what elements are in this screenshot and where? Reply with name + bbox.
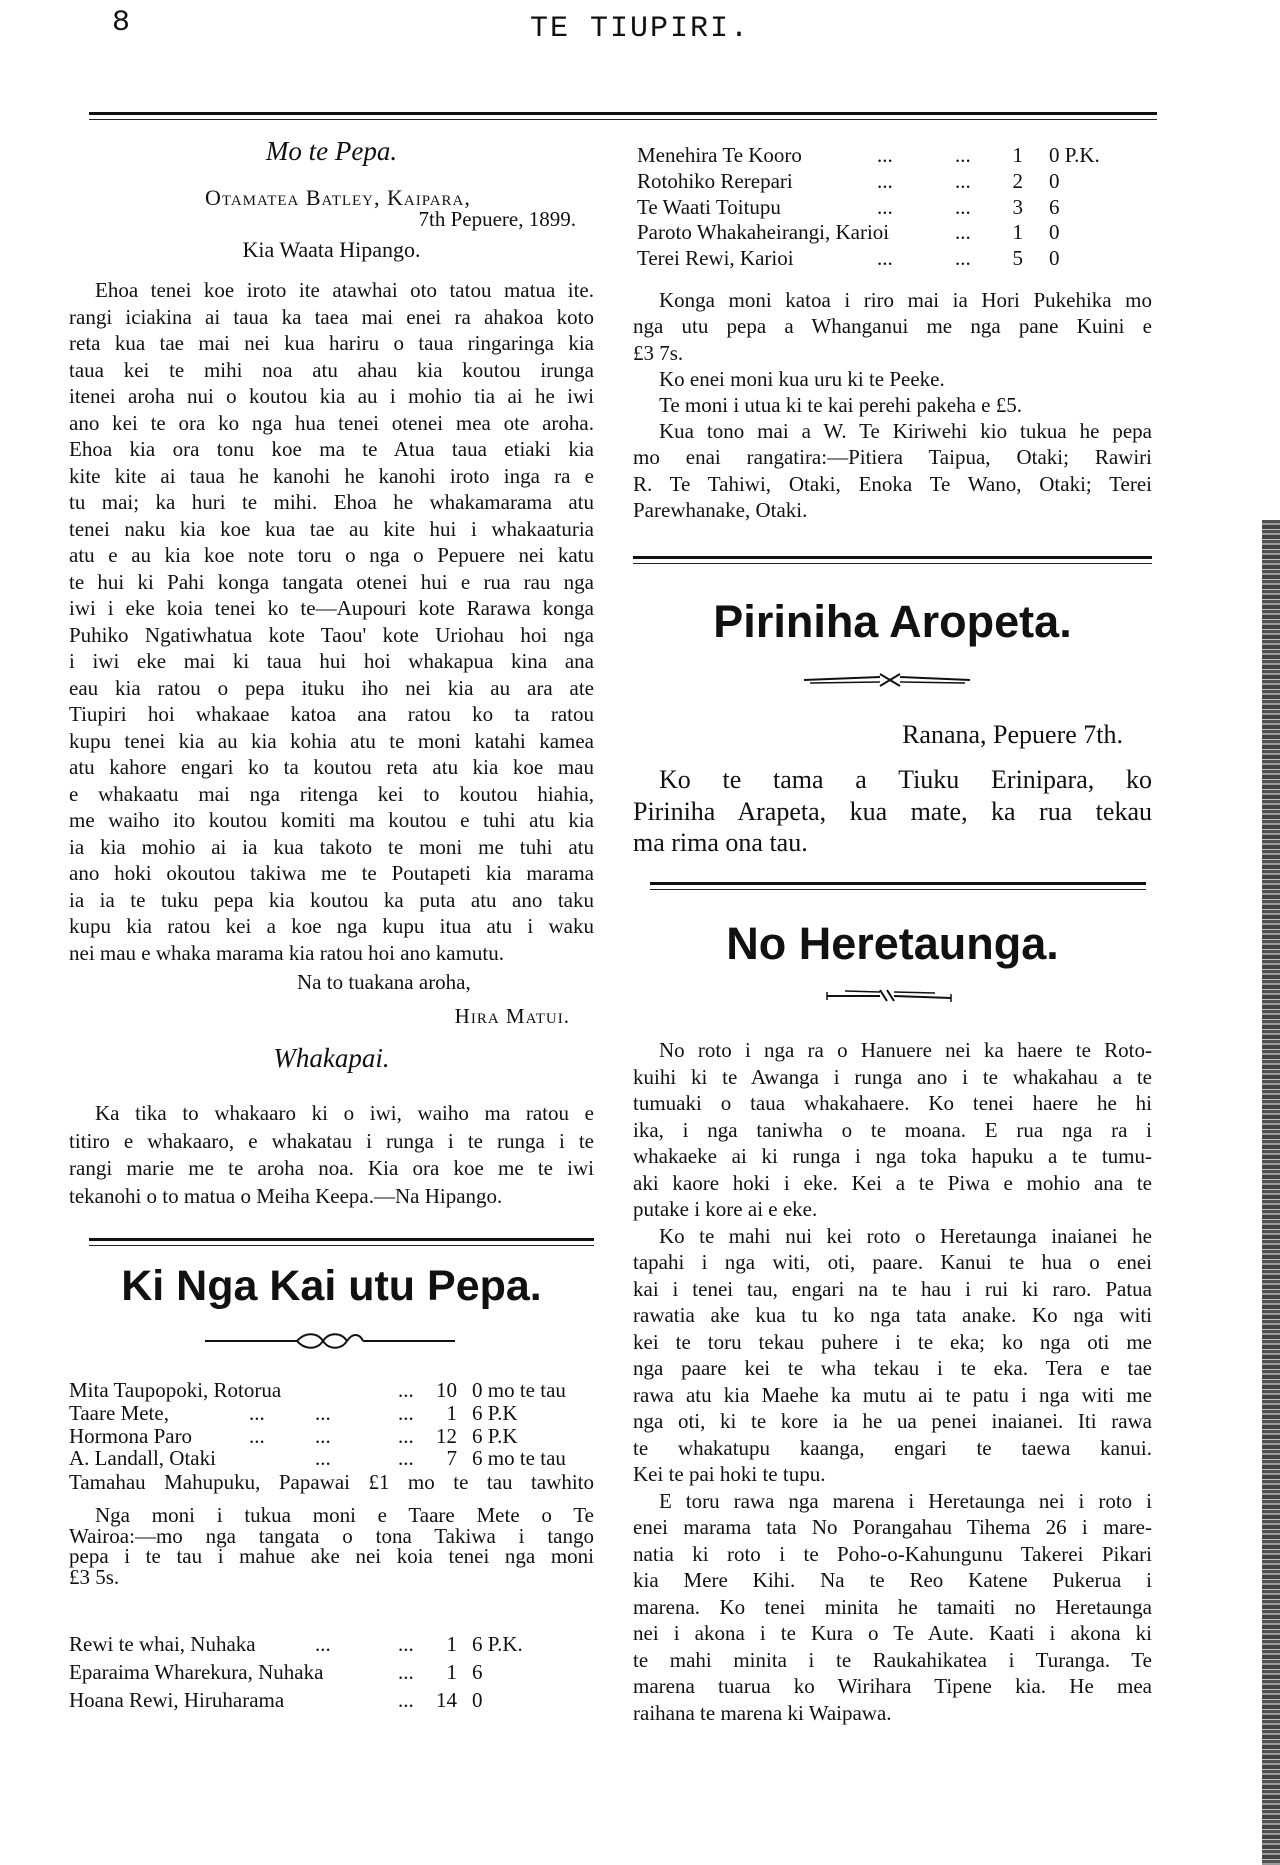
text-line: tekanohi o to matua o Meiha Keepa.—Na Hipango. [69, 1183, 503, 1208]
letter-heading: Mo te Pepa. [265, 136, 398, 166]
leader-dots: ... [398, 1378, 414, 1402]
text-line: ano kei te ora ko nga hua tenei otenei mea ote aroha. [69, 410, 594, 435]
leader-dots: ... [877, 194, 893, 219]
subscriber-row [69, 1632, 594, 1656]
text-line: putake i kore ai e eke. [633, 1197, 818, 1221]
leader-dots: ... [955, 246, 971, 271]
subscriber-row [69, 1401, 594, 1425]
text-line: nei i akona i te Kura o Te Aute. Kaati i akona ki [633, 1621, 1152, 1645]
letter-place: Otamatea Batley, Kaipara, [205, 185, 471, 210]
ornament-divider-icon [205, 1330, 455, 1352]
subscriber-row-full [69, 1470, 594, 1494]
amount-rest: 6 [472, 1659, 483, 1684]
text-line: pepa i te tau i mahue ake nei koia tenei nga moni [69, 1544, 594, 1569]
amount-pounds: 10 [436, 1378, 457, 1402]
row-text: Tamahau Mahupuku, Papawai £1 mo te tau tawhito [69, 1470, 594, 1494]
amount-pounds: 1 [446, 1659, 457, 1684]
text-line: natia ki roto i te Poho-o-Kahungunu Takerei Pikari [633, 1541, 1152, 1566]
leader-dots: ... [877, 246, 893, 271]
subscriber-row [637, 195, 1152, 219]
subscriber-para-3 [633, 392, 1152, 418]
subscriber-name: Mita Taupopoki, Rotorua [69, 1378, 282, 1402]
text-line: Kei te pai hoki te tupu. [633, 1462, 826, 1486]
text-line: Te moni i utua ki te kai perehi pakeha e £5. [659, 393, 1022, 417]
whakapai-body [69, 1100, 594, 1210]
subscriber-row [69, 1378, 594, 1402]
text-line: tu mai; ka huri te mihi. Ehoa he whakamarama atu [69, 490, 594, 514]
text-line: ano hoki okoutou takiwa me te Poutapeti kia marama [69, 861, 594, 885]
letter-closing: Na to tuakana aroha, [297, 970, 471, 994]
heretaunga-heading: No Heretaunga. [726, 918, 1059, 969]
text-line: te hui ki Pahi konga tangata otenei hui e rua rau nga [69, 569, 594, 594]
subscriber-name: Paroto Whakaheirangi, Karioi [637, 220, 890, 245]
text-line: Ko te tama a Tiuku Erinipara, ko [659, 765, 1152, 794]
leader-dots: ... [877, 168, 893, 193]
text-line: No roto i nga ra o Hanuere nei ka haere te Roto- [659, 1038, 1152, 1062]
subscriber-name: Te Waati Toitupu [637, 194, 781, 219]
subscriber-name: Rotohiko Rerepari [637, 168, 793, 193]
amount-pounds: 12 [436, 1423, 457, 1448]
leader-dots: ... [877, 143, 893, 167]
amount-rest: 0 [1049, 220, 1060, 245]
text-line: ika, i nga taniwha o te moana. E rua nga ra i [633, 1117, 1152, 1142]
text-line: me waiho ito koutou komiti ma koutou e tuhi atu kia [69, 808, 594, 832]
leader-dots: ... [315, 1632, 331, 1656]
text-line: enei marama tata No Porangahau Tihema 26 i mare- [633, 1515, 1152, 1539]
leader-dots: ... [398, 1659, 414, 1684]
text-line: tapahi i nga witi, oti, paare. Kanui te hua o enei [633, 1250, 1152, 1274]
subscriber-row [637, 246, 1152, 270]
subscriber-para-4 [633, 418, 1152, 523]
text-line: E toru rawa nga marena i Heretaunga nei i roto i [659, 1488, 1152, 1513]
text-line: kite kite ai taua he kanohi he kanohi iroto inga ra e [69, 463, 594, 488]
leader-dots: ... [315, 1423, 331, 1448]
text-line: mo enai rangatira:—Pitiera Taipua, Otaki; Rawiri [633, 445, 1152, 470]
text-line: rangi marie me te aroha noa. Kia ora koe me te iwi [69, 1156, 594, 1180]
text-line: kei te toru tekau puhere i te eka; ko nga oti me [633, 1329, 1152, 1354]
leader-dots: ... [398, 1687, 414, 1712]
text-line: whakaeke ai ki runga i nga toka hapuku a te tumu- [633, 1144, 1152, 1168]
text-line: Ko enei moni kua uru ki te Peeke. [659, 367, 945, 391]
amount-pounds: 5 [1012, 246, 1023, 271]
text-line: taua kei te mihi noa atu ahau kia koutou irunga [69, 357, 594, 382]
scan-border [1262, 520, 1280, 1865]
section-rule [633, 556, 1152, 559]
text-line: nga oti, ki te kore ia he ua penei inaianei. Iti rawa [633, 1409, 1152, 1433]
amount-pounds: 3 [1012, 194, 1023, 219]
subscriber-name: Hoana Rewi, Hiruharama [69, 1687, 285, 1712]
amount-pounds: 1 [1012, 220, 1023, 245]
amount-rest: 0 [1049, 246, 1060, 271]
text-line: raihana te marena ki Waipawa. [633, 1700, 892, 1725]
text-line: Piriniha Arapeta, kua mate, ka rua tekau [633, 796, 1152, 826]
subscribers-heading: Ki Nga Kai utu Pepa. [121, 1262, 542, 1310]
amount-pounds: 1 [1012, 143, 1023, 167]
text-line: kupu tenei kia au kia kohia atu te moni katahi kamea [69, 728, 594, 753]
leader-dots: ... [955, 168, 971, 193]
heretaunga-para-1 [633, 1037, 1152, 1223]
letter-date: 7th Pepuere, 1899. [418, 207, 576, 231]
obituary-body [633, 764, 1152, 859]
text-line: nga paare kei te wha tekau i te eka. Tera e tae [633, 1356, 1152, 1380]
masthead-rule [89, 112, 1157, 115]
subscriber-row [637, 220, 1152, 244]
leader-dots: ... [398, 1632, 414, 1656]
text-line: reta kua tae mai nei kua hariru o taua ringaringa kia [69, 331, 594, 355]
text-line: titiro e whakaaro, e whakatau i runga i te runga i te [69, 1128, 594, 1153]
amount-rest: 6 mo te tau [472, 1446, 566, 1471]
amount-rest: 0 [1049, 168, 1060, 193]
text-line: Ko te mahi nui kei roto o Heretaunga inaianei he [659, 1223, 1152, 1248]
obituary-dateline: Ranana, Pepuere 7th. [902, 720, 1123, 749]
amount-rest: 6 [1049, 194, 1060, 219]
section-rule [650, 882, 1146, 885]
amount-pounds: 14 [436, 1687, 457, 1712]
letter-salutation: Kia Waata Hipango. [242, 237, 421, 262]
amount-pounds: 2 [1012, 168, 1023, 193]
text-line: Kua tono mai a W. Te Kiriwehi kio tukua he pepa [659, 419, 1152, 443]
text-line: tenei naku kia koe kua tae au kite hui i whakaaturia [69, 516, 594, 541]
amount-rest: 0 [472, 1687, 483, 1712]
text-line: Tiupiri hoi whakaae katoa ana ratou ko ta ratou [69, 702, 594, 726]
text-line: £3 7s. [633, 340, 684, 365]
text-line: £3 5s. [69, 1564, 120, 1589]
text-line: eau kia ratou o pepa ituku iho nei kia au ara ate [69, 675, 594, 700]
subscriber-para-1 [633, 287, 1152, 366]
subscriber-name: Taare Mete, [69, 1400, 169, 1425]
text-line: marena tuarua ko Wirihara Tipene kia. He mea [633, 1674, 1152, 1698]
ornament-divider-icon [825, 986, 955, 1004]
text-line: kia Mere Kihi. Na te Reo Katene Pukerua i [633, 1568, 1152, 1592]
text-line: marena. Ko tenei minita he tamaiti no Heretaunga [633, 1594, 1152, 1619]
text-line: atu kahore engari ko ta koutou reta atu kia koe mau [69, 755, 594, 779]
text-line: e whakaatu mai nga ritenga kei to koutou hiahia, [69, 781, 594, 806]
leader-dots: ... [398, 1400, 414, 1425]
subscriber-name: Hormona Paro [69, 1423, 193, 1448]
text-line: aki kaore hoki i eke. Kei a te Piwa e mohio ana te [633, 1170, 1152, 1195]
text-line: tumuaki o taua whakahaere. Ko tenei haere he hi [633, 1091, 1152, 1115]
subscriber-note [69, 1505, 594, 1587]
amount-pounds: 1 [446, 1400, 457, 1425]
text-line: ia kia mohio ai ia kua takoto te moni me tuhi atu [69, 834, 594, 859]
section-rule [89, 1238, 594, 1241]
text-line: kuihi ki te Awanga i runga ano i te whakahau a te [633, 1064, 1152, 1089]
subscriber-name: Terei Rewi, Karioi [637, 246, 794, 271]
masthead-title: TE TIUPIRI. [529, 12, 751, 46]
amount-rest: 0 P.K. [1049, 143, 1100, 167]
text-line: Puhiko Ngatiwhatua kote Taou' kote Uriohau hoi nga [69, 622, 594, 647]
whakapai-heading: Whakapai. [273, 1043, 390, 1073]
leader-dots: ... [315, 1446, 331, 1471]
amount-rest: 6 P.K [472, 1400, 518, 1425]
text-line: rawatia ake kua tu ko nga tata anake. Ko nga witi [633, 1303, 1152, 1327]
text-line: rawa atu kia Maehe ka mutu ai te patu i nga witi me [633, 1382, 1152, 1407]
amount-rest: 6 P.K [472, 1423, 518, 1448]
text-line: te whakatupu kaanga, engari te taewa kanui. [633, 1435, 1152, 1460]
amount-rest: 6 P.K. [472, 1632, 523, 1656]
leader-dots: ... [398, 1423, 414, 1448]
text-line: atu e au kia koe note toru o nga o Pepuere nei katu [69, 543, 594, 567]
text-line: Parewhanake, Otaki. [633, 497, 808, 522]
leader-dots: ... [955, 194, 971, 219]
subscriber-row [637, 169, 1152, 193]
leader-dots: ... [955, 143, 971, 167]
text-line: nga utu pepa a Whanganui me nga pane Kuini e [633, 314, 1152, 339]
text-line: kupu kia ratou kei a koe nga kupu itua atu i waku [69, 914, 594, 938]
subscriber-row [637, 143, 1152, 167]
text-line: Ehoa kia ora tonu koe ma te Atua taua etiaki kia [69, 437, 594, 461]
heretaunga-para-2 [633, 1223, 1152, 1488]
leader-dots: ... [398, 1446, 414, 1471]
text-line: itenei aroha nui o koutou kia au i mohio tia ai he iwi [69, 384, 594, 408]
obituary-heading: Piriniha Aropeta. [713, 596, 1072, 647]
leader-dots: ... [249, 1400, 265, 1425]
text-line: ma rima ona tau. [633, 828, 808, 857]
letter-body [69, 277, 594, 966]
text-line: Ehoa tenei koe iroto ite atawhai oto tatou matua ite. [95, 278, 594, 302]
subscriber-row [69, 1446, 594, 1470]
subscriber-name: Eparaima Wharekura, Nuhaka [69, 1659, 324, 1684]
text-line: nei mau e whaka marama kia ratou hoi ano kamutu. [69, 940, 505, 965]
amount-rest: 0 mo te tau [472, 1378, 566, 1402]
text-line: rangi iciakina ai taua ka taea mai enei ra ahakoa koto [69, 304, 594, 329]
subscriber-row [69, 1660, 594, 1684]
text-line: Nga moni i tukua moni e Taare Mete o Te [95, 1503, 594, 1527]
amount-pounds: 7 [446, 1446, 457, 1471]
leader-dots: ... [249, 1423, 265, 1448]
text-line: te mahi minita i te Raukahikatea i Turanga. Te [633, 1647, 1152, 1672]
text-line: R. Te Tahiwi, Otaki, Enoka Te Wano, Otaki; Terei [633, 471, 1152, 496]
amount-pounds: 1 [446, 1632, 457, 1656]
text-line: Konga moni katoa i riro mai ia Hori Pukehika mo [659, 288, 1152, 312]
subscriber-row [69, 1688, 594, 1712]
subscriber-name: Menehira Te Kooro [637, 143, 802, 167]
text-line: i iwi eke mai ki taua hui hoi whakapua kina ana [69, 649, 594, 673]
subscriber-para-2 [633, 366, 1152, 392]
text-line: ia ia te tuku pepa kia koutou ka puta atu ano taku [69, 887, 594, 912]
text-line: kai i tenei tau, engari na te hau i rui ki raro. Patua [633, 1276, 1152, 1301]
text-line: Wairoa:—mo nga tangata o tona Takiwa i tango [69, 1523, 594, 1548]
subscriber-name: A. Landall, Otaki [69, 1446, 216, 1471]
letter-signature: Hira Matui. [454, 1004, 570, 1028]
page-number: 8 [112, 6, 131, 40]
leader-dots: ... [315, 1400, 331, 1425]
subscriber-name: Rewi te whai, Nuhaka [69, 1632, 256, 1656]
leader-dots: ... [955, 220, 971, 245]
subscriber-row [69, 1424, 594, 1448]
ornament-divider-icon [800, 670, 980, 690]
text-line: iwi i eke koia tenei ko te—Aupouri kote Rarawa konga [69, 596, 594, 620]
text-line: Ka tika to whakaaro ki o iwi, waiho ma ratou e [95, 1101, 594, 1125]
heretaunga-para-3 [633, 1488, 1152, 1727]
